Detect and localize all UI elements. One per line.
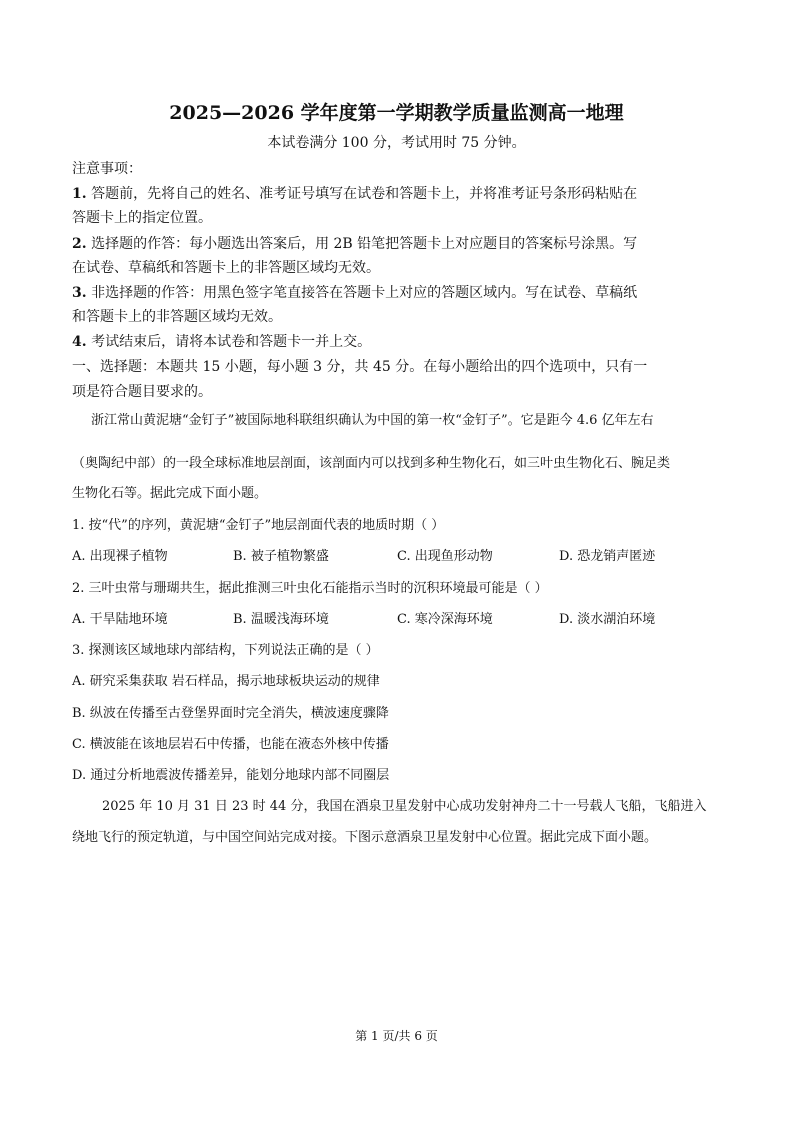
notice-item-number: 3. [72,285,87,301]
option-c: C. 横波能在该地层岩石中传播，也能在液态外核中传播 [72,737,389,752]
option-a: A. 干旱陆地环境 [72,612,168,627]
notice-item-2 [72,233,637,253]
option-b: B. 被子植物繁盛 [233,549,329,564]
option-a: A. 研究采集获取 岩石样品，揭示地球板块运动的规律 [72,674,380,689]
passage-2-line-2: 绕地飞行的预定轨道，与中国空间站完成对接。下图示意酒泉卫星发射中心位置。据此完成下面小题。 [72,830,658,845]
section-heading: 一、选择题：本题共 15 小题，每小题 3 分，共 45 分。在每小题给出的四个选项中，只有一 [72,359,648,375]
question-2-stem: 2. 三叶虫常与珊瑚共生，据此推测三叶虫化石能指示当时的沉积环境最可能是（ ） [72,581,548,596]
notice-item-text: 非选择题的作答：用黑色签字笔直接答在答题卡上对应的答题区域内。写在试卷、草稿纸 [91,285,638,301]
page-subtitle: 本试卷满分 100 分，考试用时 75 分钟。 [267,135,526,151]
notice-item-3 [72,282,637,302]
passage-1-line-2: （奥陶纪中部）的一段全球标准地层剖面，该剖面内可以找到多种生物化石，如三叶虫生物化石、腕足类 [72,456,671,471]
page-number: 第 1 页/共 6 页 [355,1029,438,1043]
notice-item-text: 选择题的作答：每小题选出答案后，用 2B 铅笔把答题卡上对应题目的答案标号涂黑。写 [91,236,638,252]
notice-item-2-cont: 在试卷、草稿纸和答题卡上的非答题区域均无效。 [72,260,380,276]
section-heading-cont: 项是符合题目要求的。 [72,384,212,400]
notice-item-text: 答题前，先将自己的姓名、准考证号填写在试卷和答题卡上，并将准考证号条形码粘贴在 [91,186,638,202]
option-a: A. 出现裸子植物 [72,549,168,564]
page-title: 2025—2026 学年度第一学期教学质量监测高一地理 [169,102,624,124]
notice-item-number: 1. [72,186,87,202]
option-c: C. 出现鱼形动物 [397,549,493,564]
option-c: C. 寒冷深海环境 [397,612,493,627]
question-1-options [72,545,722,563]
option-d: D. 恐龙销声匿迹 [559,549,656,564]
passage-1-line-1: 浙江常山黄泥塘“金钉子”被国际地科联组织确认为中国的第一枚“金钉子”。它是距今 4.6 亿年左右 [91,413,654,428]
notice-item-number: 2. [72,236,87,252]
question-1-stem: 1. 按“代”的序列，黄泥塘“金钉子”地层剖面代表的地质时期（ ） [72,518,445,533]
notice-item-number: 4. [72,334,87,350]
notice-item-4 [72,331,371,351]
passage-2-line-1: 2025 年 10 月 31 日 23 时 44 分，我国在酒泉卫星发射中心成功发射神舟二十一号载人飞船，飞船进入 [102,799,707,814]
option-d: D. 通过分析地震波传播差异，能划分地球内部不同圈层 [72,768,390,783]
passage-1-line-3: 生物化石等。据此完成下面小题。 [72,486,268,501]
notice-item-text: 考试结束后，请将本试卷和答题卡一并上交。 [91,334,372,350]
notice-heading: 注意事项： [72,161,142,177]
notice-item-1 [72,183,637,203]
notice-item-1-cont: 答题卡上的指定位置。 [72,210,212,226]
option-d: D. 淡水湖泊环境 [559,612,656,627]
question-2-options [72,608,722,626]
option-b: B. 纵波在传播至古登堡界面时完全消失，横波速度骤降 [72,706,389,721]
option-b: B. 温暖浅海环境 [233,612,329,627]
notice-item-3-cont: 和答题卡上的非答题区域均无效。 [72,309,282,325]
question-3-stem: 3. 探测该区域地球内部结构，下列说法正确的是（ ） [72,643,379,658]
